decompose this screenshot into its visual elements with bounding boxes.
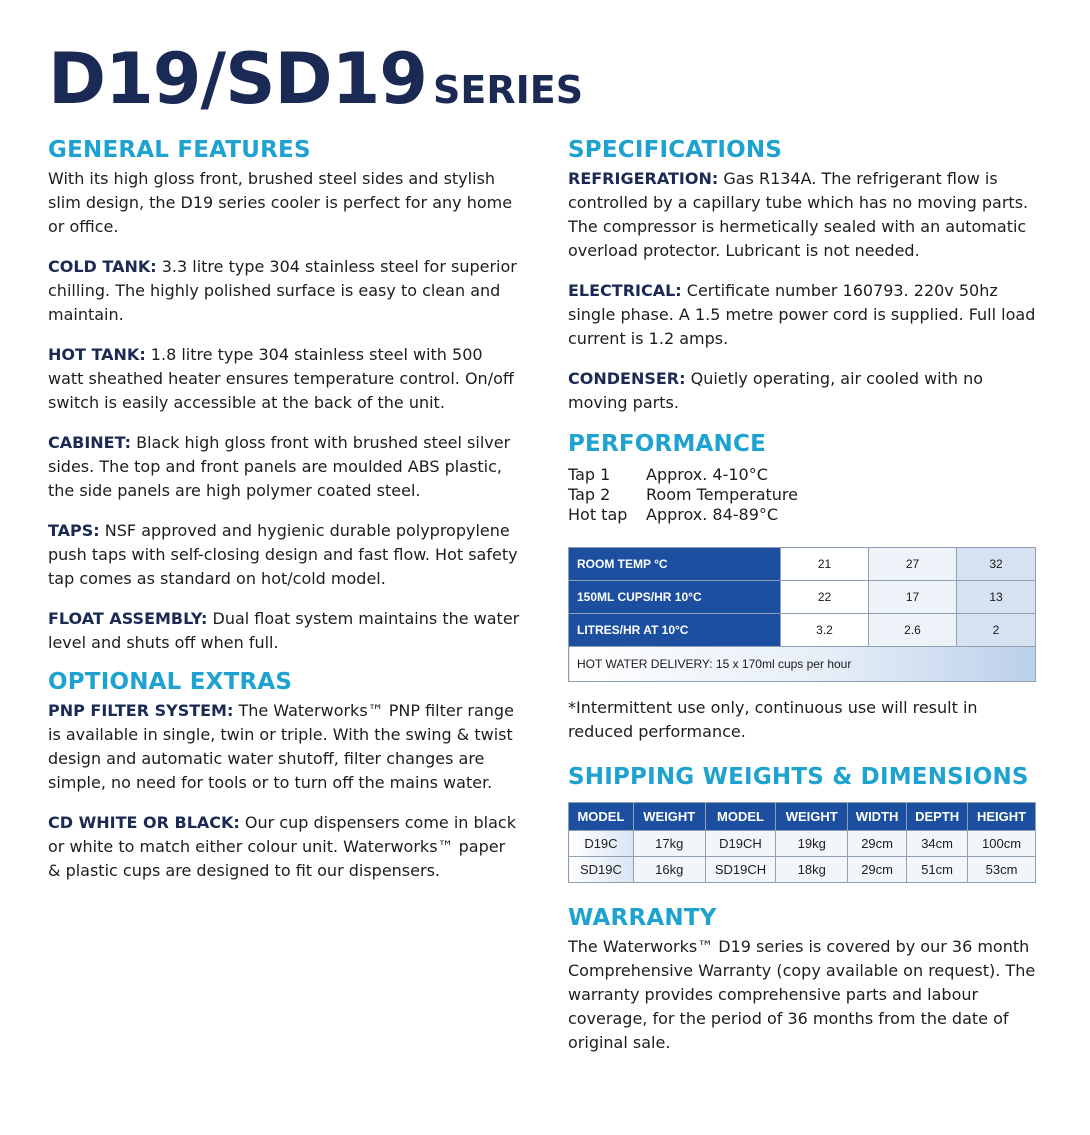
table-cell: 18kg bbox=[776, 857, 848, 883]
tap-value: Room Temperature bbox=[646, 485, 798, 504]
left-column bbox=[48, 137, 520, 883]
float-assembly-text: Dual float system maintains the water level and shuts off when full. bbox=[48, 609, 520, 652]
optional-extras-heading: OPTIONAL EXTRAS bbox=[48, 669, 293, 695]
electrical-text: Certificate number 160793. 220v 50hz single phase. A 1.5 metre power cord is supplied. Full load current is 1.2 amps. bbox=[568, 281, 1036, 348]
cup-dispenser-text: Our cup dispensers come in black or white to match either colour unit. Waterworks™ paper & plastic cups are designed to fit our dispensers. bbox=[48, 813, 516, 880]
hot-tank-text: 1.8 litre type 304 stainless steel with 500 watt sheathed heater ensures temperature control. On/off switch is easily accessible at the back of the unit. bbox=[48, 345, 514, 412]
table-row bbox=[569, 857, 1036, 883]
table-cell: 29cm bbox=[848, 831, 907, 857]
table-row bbox=[569, 647, 1036, 682]
float-assembly-label: FLOAT ASSEMBLY: bbox=[48, 609, 208, 628]
column-header: HEIGHT bbox=[968, 803, 1036, 831]
table-cell: 29cm bbox=[848, 857, 907, 883]
cabinet-label: CABINET: bbox=[48, 433, 132, 452]
refrigeration-paragraph bbox=[568, 167, 1040, 263]
table-row bbox=[569, 831, 1036, 857]
table-cell: 32 bbox=[957, 548, 1036, 581]
table-cell: 22 bbox=[781, 581, 869, 614]
performance-note: *Intermittent use only, continuous use will result in reduced performance. bbox=[568, 698, 978, 741]
page-title-suffix: SERIES bbox=[433, 68, 584, 112]
cold-tank-paragraph bbox=[48, 255, 520, 327]
table-cell: 2.6 bbox=[869, 614, 957, 647]
taps-text: NSF approved and hygienic durable polypropylene push taps with self-closing design and fast flow. Hot safety tap comes as standard on hot/cold model. bbox=[48, 521, 518, 588]
row-header: 150ML CUPS/HR 10°C bbox=[569, 581, 781, 614]
table-cell: 13 bbox=[957, 581, 1036, 614]
column-header: WIDTH bbox=[848, 803, 907, 831]
tap-name: Hot tap bbox=[568, 505, 628, 524]
tap-row bbox=[568, 505, 798, 525]
table-cell: D19CH bbox=[705, 831, 776, 857]
hot-tank-label: HOT TANK: bbox=[48, 345, 146, 364]
column-header: MODEL bbox=[569, 803, 634, 831]
table-header-row bbox=[569, 803, 1036, 831]
table-row bbox=[569, 581, 1036, 614]
tap-value: Approx. 84-89°C bbox=[646, 505, 779, 524]
row-header: LITRES/HR AT 10°C bbox=[569, 614, 781, 647]
table-cell: 2 bbox=[957, 614, 1036, 647]
cabinet-text: Black high gloss front with brushed steel silver sides. The top and front panels are moulded ABS plastic, the side panels are high polymer coated steel. bbox=[48, 433, 511, 500]
page-title-main: D19/SD19 bbox=[48, 38, 428, 120]
condenser-text: Quietly operating, air cooled with no moving parts. bbox=[568, 369, 984, 412]
table-cell: SD19C bbox=[569, 857, 634, 883]
table-cell: 53cm bbox=[968, 857, 1036, 883]
table-row bbox=[569, 614, 1036, 647]
cup-dispenser-paragraph bbox=[48, 811, 520, 883]
cold-tank-label: COLD TANK: bbox=[48, 257, 157, 276]
electrical-label: ELECTRICAL: bbox=[568, 281, 682, 300]
table-cell: D19C bbox=[569, 831, 634, 857]
column-header: WEIGHT bbox=[633, 803, 705, 831]
warranty-text: The Waterworks™ D19 series is covered by our 36 month Comprehensive Warranty (copy available on request). The warranty provides comprehensive parts and labour coverage, for the period of 36 months from the date of original sale. bbox=[568, 937, 1036, 1052]
refrigeration-text: Gas R134A. The refrigerant flow is controlled by a capillary tube which has no moving parts. The compressor is hermetically sealed with an automatic overload protector. Lubricant is not needed. bbox=[568, 169, 1029, 260]
float-assembly-paragraph bbox=[48, 607, 520, 655]
table-cell: 17 bbox=[869, 581, 957, 614]
table-cell: 100cm bbox=[968, 831, 1036, 857]
electrical-paragraph bbox=[568, 279, 1040, 351]
tap-row bbox=[568, 465, 798, 485]
general-intro: With its high gloss front, brushed steel sides and stylish slim design, the D19 series cooler is perfect for any home or office. bbox=[48, 169, 513, 236]
performance-heading: PERFORMANCE bbox=[568, 431, 766, 457]
table-row bbox=[569, 548, 1036, 581]
taps-label: TAPS: bbox=[48, 521, 100, 540]
performance-table bbox=[568, 547, 1036, 682]
table-cell: 3.2 bbox=[781, 614, 869, 647]
tap-row bbox=[568, 485, 798, 505]
tap-name: Tap 2 bbox=[568, 485, 611, 504]
column-header: MODEL bbox=[705, 803, 776, 831]
tap-temperature-list bbox=[568, 465, 798, 525]
specifications-heading: SPECIFICATIONS bbox=[568, 137, 783, 163]
refrigeration-label: REFRIGERATION: bbox=[568, 169, 719, 188]
tap-value: Approx. 4-10°C bbox=[646, 465, 768, 484]
table-cell: 34cm bbox=[907, 831, 968, 857]
condenser-paragraph bbox=[568, 367, 1040, 415]
pnp-filter-label: PNP FILTER SYSTEM: bbox=[48, 701, 234, 720]
table-cell: 21 bbox=[781, 548, 869, 581]
column-header: DEPTH bbox=[907, 803, 968, 831]
shipping-heading: SHIPPING WEIGHTS & DIMENSIONS bbox=[568, 764, 1029, 790]
hot-tank-paragraph bbox=[48, 343, 520, 415]
tap-name: Tap 1 bbox=[568, 465, 611, 484]
column-header: WEIGHT bbox=[776, 803, 848, 831]
pnp-filter-text: The Waterworks™ PNP filter range is available in single, twin or triple. With the swing & twist design and automatic water shutoff, filter changes are simple, no need for tools or to turn off the mains water. bbox=[48, 701, 514, 792]
table-cell: 19kg bbox=[776, 831, 848, 857]
warranty-heading: WARRANTY bbox=[568, 905, 717, 931]
cold-tank-text: 3.3 litre type 304 stainless steel for superior chilling. The highly polished surface is easy to clean and maintain. bbox=[48, 257, 517, 324]
table-cell: 51cm bbox=[907, 857, 968, 883]
table-cell: SD19CH bbox=[705, 857, 776, 883]
table-cell: 16kg bbox=[633, 857, 705, 883]
taps-paragraph bbox=[48, 519, 520, 591]
pnp-filter-paragraph bbox=[48, 699, 520, 795]
table-cell: 17kg bbox=[633, 831, 705, 857]
condenser-label: CONDENSER: bbox=[568, 369, 686, 388]
general-features-heading: GENERAL FEATURES bbox=[48, 137, 311, 163]
row-header: ROOM TEMP °C bbox=[569, 548, 781, 581]
page-title bbox=[48, 38, 583, 120]
cabinet-paragraph bbox=[48, 431, 520, 503]
right-column bbox=[568, 137, 1040, 1055]
hot-water-delivery: HOT WATER DELIVERY: 15 x 170ml cups per hour bbox=[569, 647, 1036, 682]
cup-dispenser-label: CD WHITE OR BLACK: bbox=[48, 813, 240, 832]
shipping-table bbox=[568, 802, 1036, 883]
table-cell: 27 bbox=[869, 548, 957, 581]
